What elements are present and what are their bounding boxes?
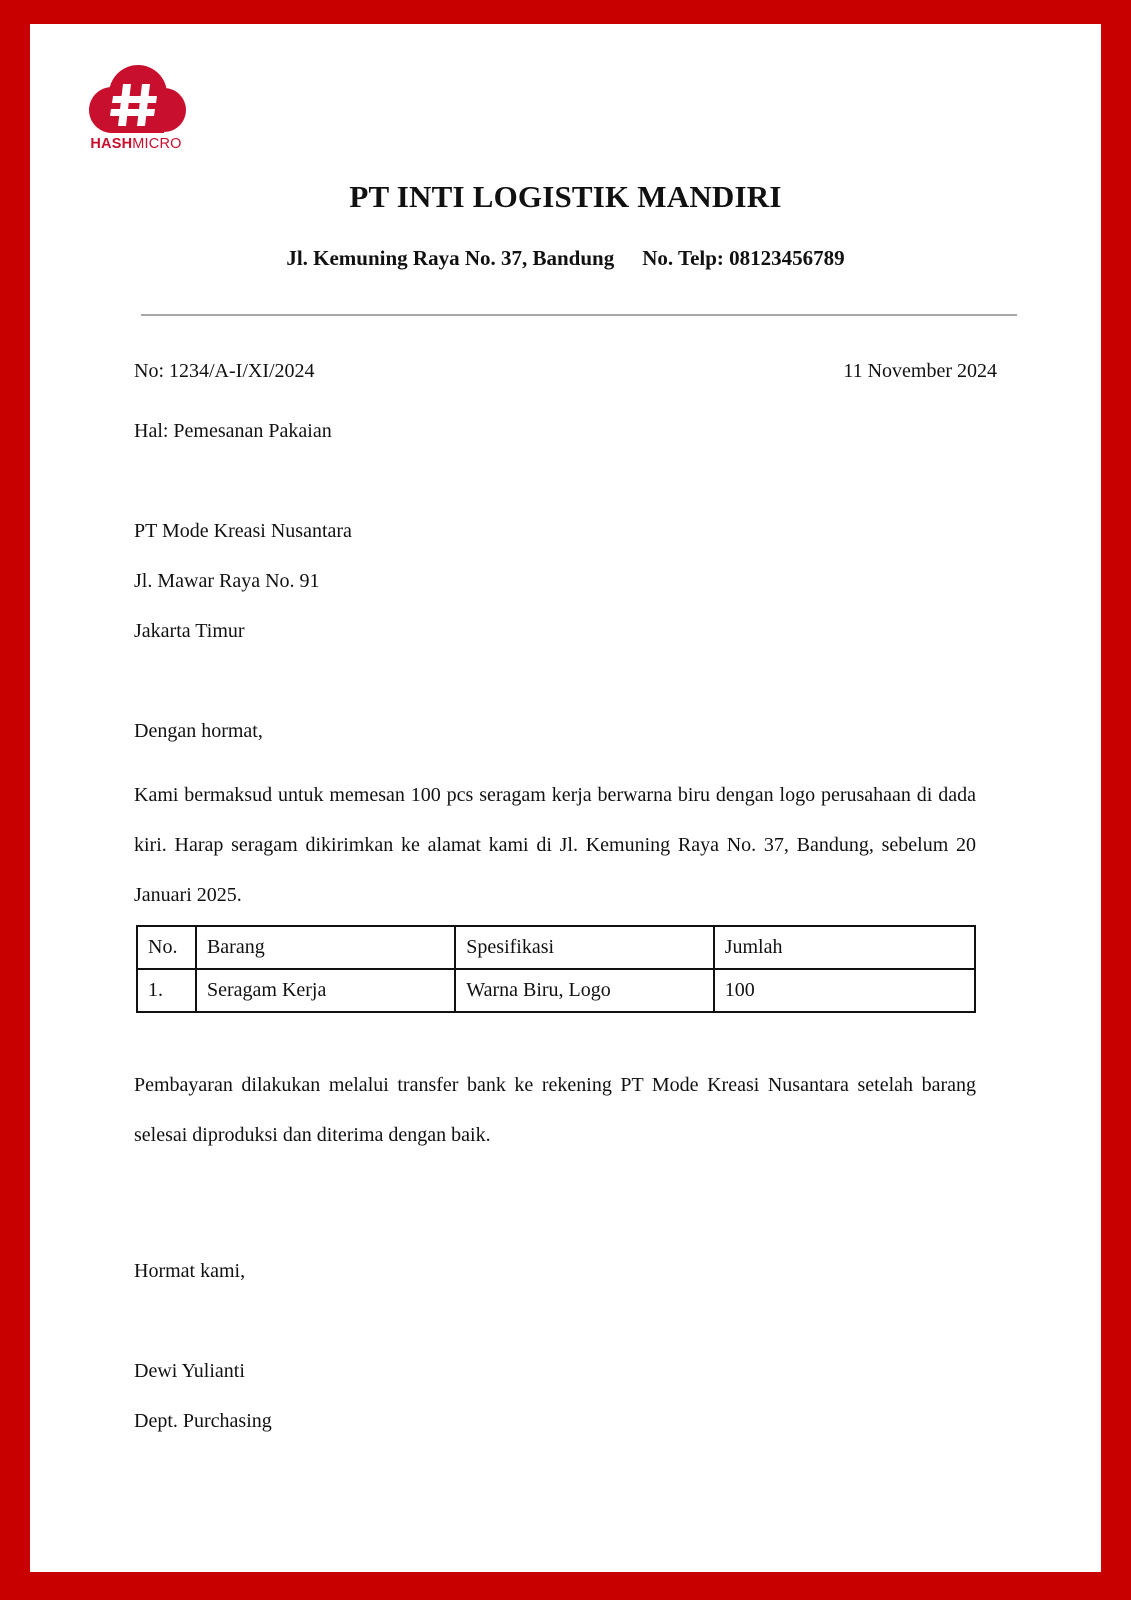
table-header-row [137,926,975,969]
recipient-street: Jl. Mawar Raya No. 91 [134,570,320,592]
letter-subject: Hal: Pemesanan Pakaian [134,420,332,442]
recipient-city: Jakarta Timur [134,620,245,642]
company-name: PT INTI LOGISTIK MANDIRI [349,179,782,214]
body-paragraph-2: Pembayaran dilakukan melalui transfer bank ke rekening PT Mode Kreasi Nusantara setelah barang selesai diproduksi dan diterima dengan baik. [134,1074,976,1146]
letter-page [30,24,1101,1572]
signer-department: Dept. Purchasing [134,1410,272,1432]
logo-text-regular: MICRO [132,136,182,152]
body-paragraph-1: Kami bermaksud untuk memesan 100 pcs seragam kerja berwarna biru dengan logo perusahaan di dada kiri. Harap seragam dikirimkan ke alamat kami di Jl. Kemuning Raya No. 37, Bandung, sebelum 20 Januari 2025. [134,784,976,906]
table-header-cell: Jumlah [714,926,975,969]
letter-number: No: 1234/A-I/XI/2024 [134,360,315,382]
letter-date: 11 November 2024 [843,360,997,382]
table-cell: Seragam Kerja [196,969,455,1012]
greeting: Dengan hormat, [134,720,263,742]
logo-wordmark [82,136,190,152]
table-header-cell: No. [137,926,196,969]
company-address: Jl. Kemuning Raya No. 37, Bandung [286,246,615,270]
company-contact-line [30,246,1101,271]
closing: Hormat kami, [134,1260,246,1282]
table-cell: Warna Biru, Logo [455,969,713,1012]
cloud-hash-icon [82,64,190,136]
table-cell: 1. [137,969,196,1012]
table-cell: 100 [714,969,975,1012]
table-row [137,969,975,1012]
company-logo [82,64,190,160]
logo-text-bold: HASH [90,136,133,152]
header-divider [141,314,1017,316]
table-header-cell: Spesifikasi [455,926,713,969]
signer-name: Dewi Yulianti [134,1360,245,1382]
table-header-cell: Barang [196,926,455,969]
recipient-name: PT Mode Kreasi Nusantara [134,520,352,542]
order-table [136,925,976,1013]
company-phone: No. Telp: 08123456789 [642,246,845,270]
